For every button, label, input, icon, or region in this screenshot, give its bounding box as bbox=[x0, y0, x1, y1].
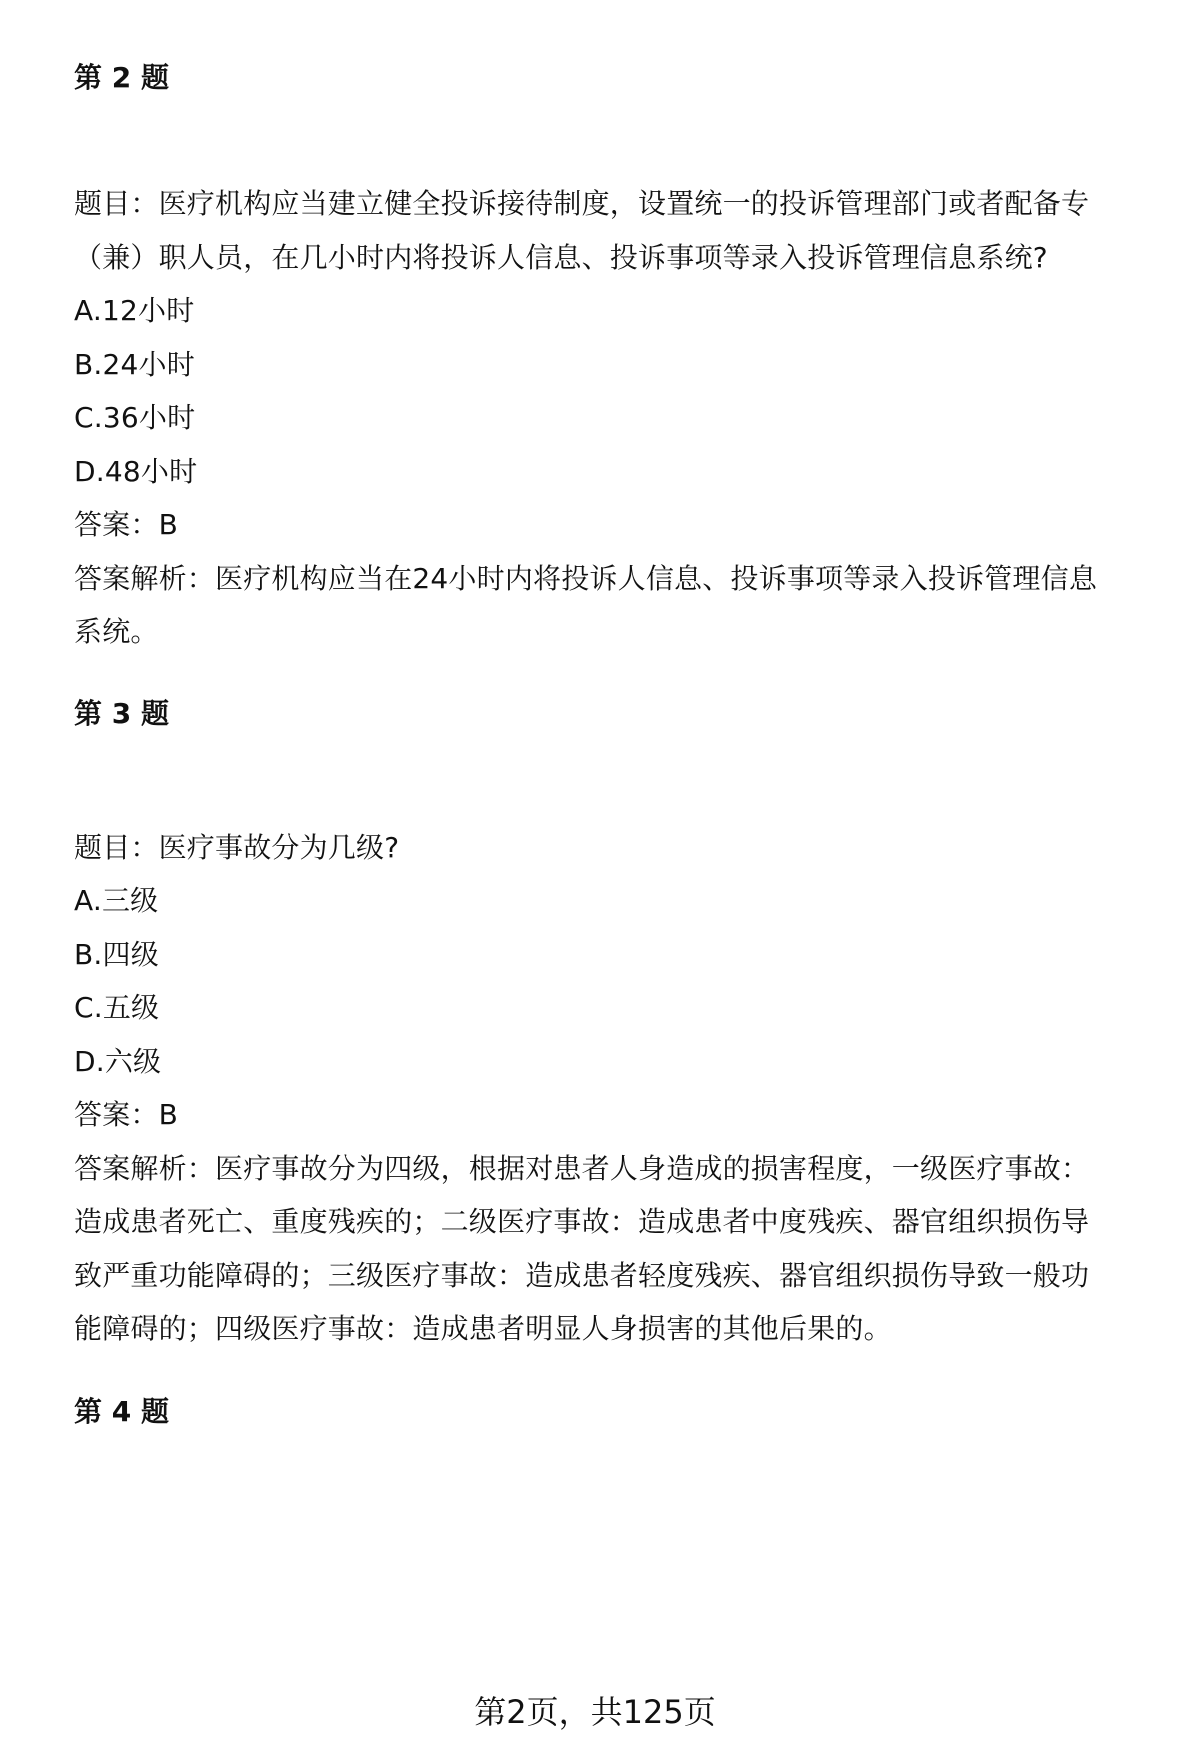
question-2-analysis-line-2: 系统。 bbox=[74, 615, 159, 648]
question-3-option-a: A.三级 bbox=[74, 884, 159, 917]
question-4-heading: 第 4 题 bbox=[74, 1395, 169, 1428]
question-2-option-d: D.48小时 bbox=[74, 455, 198, 488]
question-3-analysis-line-4: 能障碍的；四级医疗事故：造成患者明显人身损害的其他后果的。 bbox=[74, 1312, 892, 1345]
page-indicator: 第2页，共125页 bbox=[474, 1693, 716, 1731]
question-2-stem-line-1: 题目：医疗机构应当建立健全投诉接待制度，设置统一的投诉管理部门或者配备专 bbox=[74, 187, 1090, 220]
question-3-stem-line-1: 题目：医疗事故分为几级? bbox=[74, 831, 400, 864]
question-2-stem-line-2: （兼）职人员，在几小时内将投诉人信息、投诉事项等录入投诉管理信息系统? bbox=[74, 241, 1048, 274]
question-3-option-b: B.四级 bbox=[74, 938, 159, 971]
question-3-analysis-line-1: 答案解析：医疗事故分为四级，根据对患者人身造成的损害程度，一级医疗事故： bbox=[74, 1152, 1090, 1185]
question-2-analysis-line-1: 答案解析：医疗机构应当在24小时内将投诉人信息、投诉事项等录入投诉管理信息 bbox=[74, 562, 1098, 595]
question-2-answer: 答案：B bbox=[74, 508, 179, 541]
question-3-option-d: D.六级 bbox=[74, 1045, 162, 1078]
question-2-option-b: B.24小时 bbox=[74, 348, 195, 381]
question-3-analysis-line-2: 造成患者死亡、重度残疾的；二级医疗事故：造成患者中度残疾、器官组织损伤导 bbox=[74, 1205, 1090, 1238]
question-2-option-a: A.12小时 bbox=[74, 294, 195, 327]
question-2-option-c: C.36小时 bbox=[74, 401, 196, 434]
question-3-option-c: C.五级 bbox=[74, 991, 160, 1024]
question-3-heading: 第 3 题 bbox=[74, 697, 169, 730]
question-2-heading: 第 2 题 bbox=[74, 61, 169, 94]
question-3-analysis-line-3: 致严重功能障碍的；三级医疗事故：造成患者轻度残疾、器官组织损伤导致一般功 bbox=[74, 1259, 1090, 1292]
question-3-answer: 答案：B bbox=[74, 1098, 179, 1131]
